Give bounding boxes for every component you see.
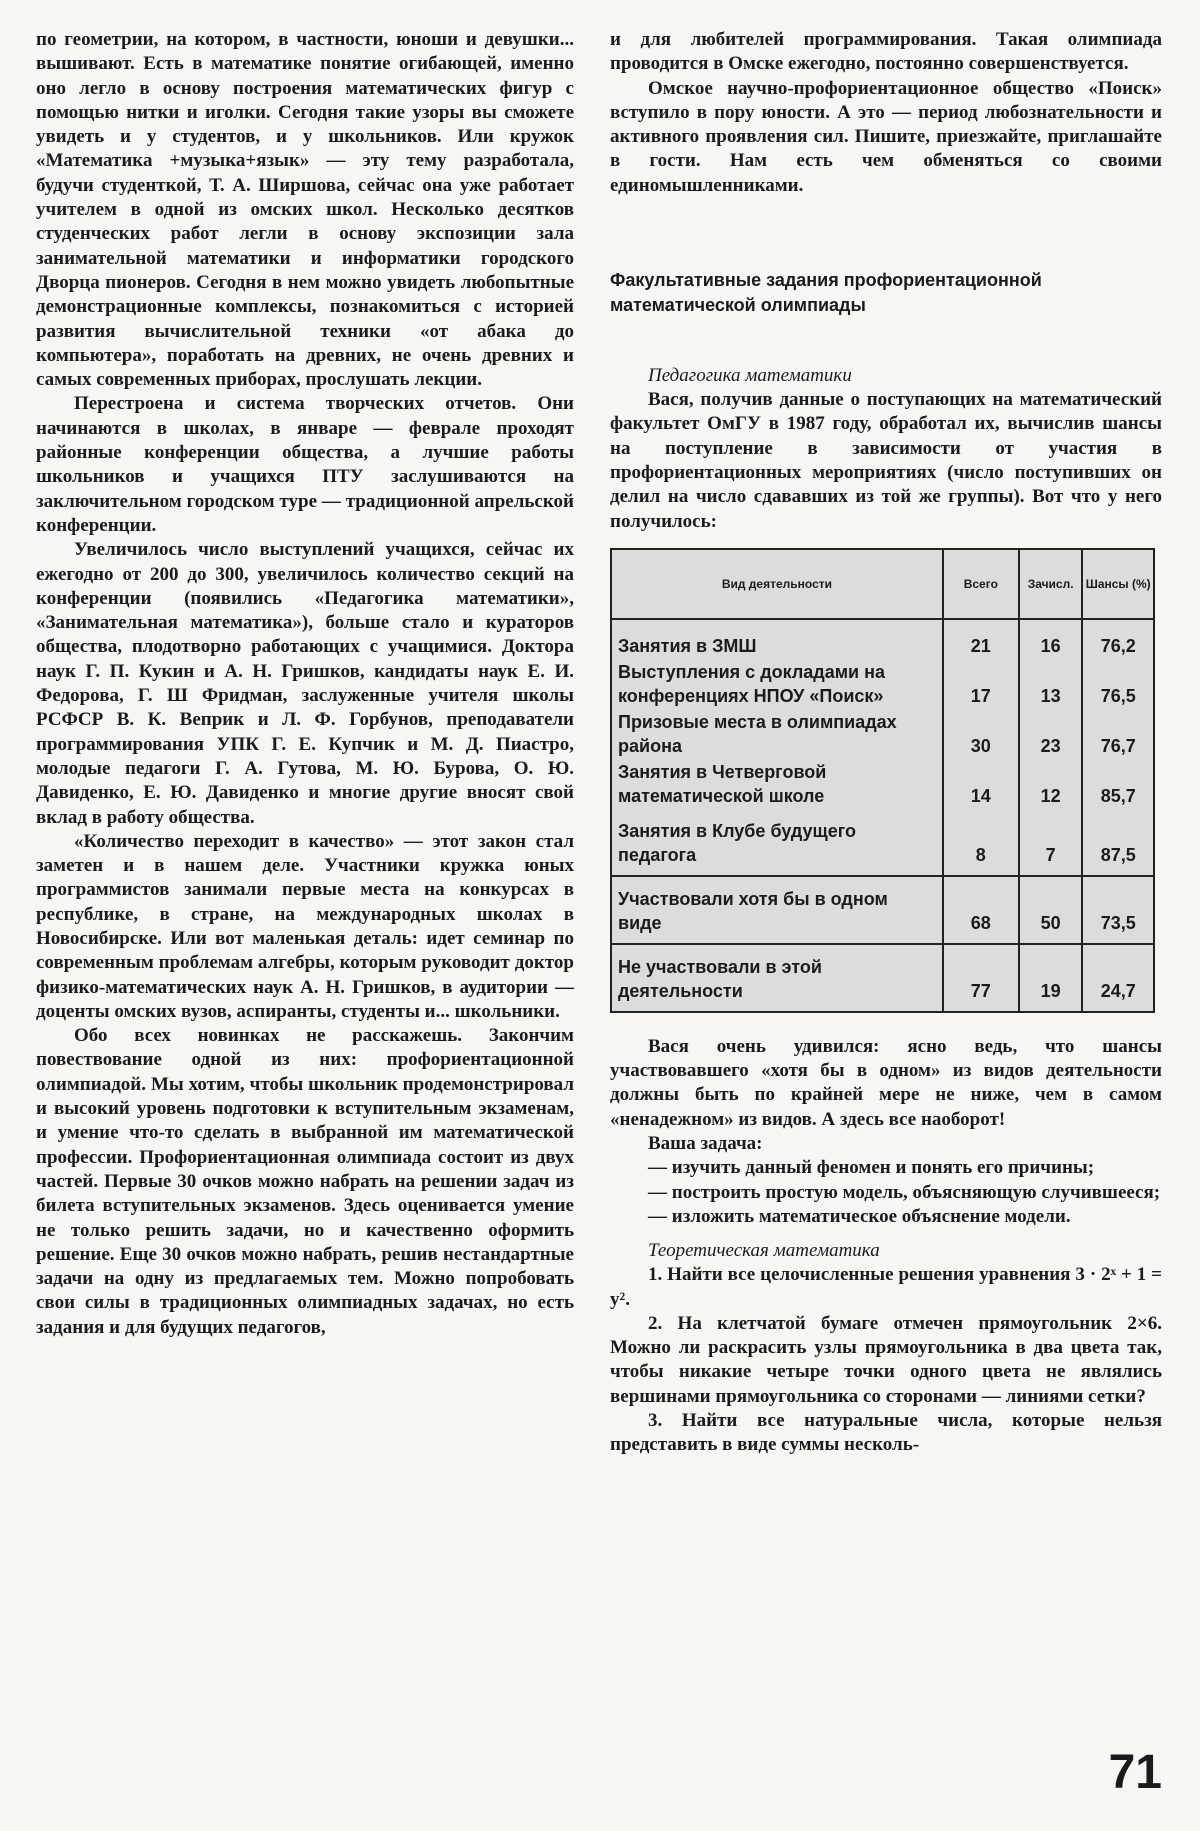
table-header-row <box>611 549 1154 619</box>
paragraph: Вася очень удивился: ясно ведь, что шансы участвовавшего «хотя бы в одном» из видов деятельности должны быть по крайней мере не ниже, чем в самом «ненадежном» из видов. А здесь все наоборот! <box>610 1035 1162 1130</box>
problem-1-text: 1. Найти все целочисленные решения уравнения <box>648 1264 1071 1286</box>
table-row <box>611 619 1154 659</box>
cell-activity: Занятия в Клубе будущего педагога <box>611 809 943 876</box>
cell-activity: Призовые места в олимпиадах района <box>611 709 943 759</box>
problem-1-formula: 3 · 2ˣ + 1 = y². <box>610 1264 1162 1310</box>
cell-chance: 76,2 <box>1082 619 1154 659</box>
header-activity: Вид деятельности <box>611 549 943 619</box>
cell-activity: Занятия в ЗМШ <box>611 619 943 659</box>
paragraph: — изложить математическое объяснение модели. <box>648 1205 1071 1227</box>
table-row <box>611 709 1154 759</box>
cell-enrolled: 13 <box>1019 659 1083 709</box>
table-row <box>611 809 1154 876</box>
table-row <box>611 876 1154 944</box>
paragraph: Обо всех новинках не расскажешь. Закончим повествование одной из них: профориентационной олимпиадой. Мы хотим, чтобы школьник продемонстрировал и высокий уровень подготовки к вступительным экзаменам, и умение что-то сделать в выбранной им математической профессии. Профориентационная олимпиада состоит из двух частей. Первые 30 очков можно набрать на решении задач из билета вступительных экзаменов. Здесь оценивается умение не только решить задачи, но и качественно оформить решение. Еще 30 очков можно набрать, решив нестандартные задачи на одну из предлагаемых тем. Можно попробовать свои силы в традиционных олимпиадных задачах, но есть задания и для будущих педагогов, <box>36 1025 574 1338</box>
cell-activity: Не участвовали в этой деятельности <box>611 944 943 1012</box>
cell-enrolled: 12 <box>1019 759 1083 809</box>
problem-2: 2. На клетчатой бумаге отмечен прямоугольник 2×6. Можно ли раскрасить узлы прямоугольника в два цвета так, чтобы никакие четыре точки одного цвета не являлись вершинами прямоугольника со сторонами — линиями сетки? <box>610 1312 1162 1407</box>
header-total: Всего <box>943 549 1019 619</box>
cell-chance: 24,7 <box>1082 944 1154 1012</box>
cell-total: 17 <box>943 659 1019 709</box>
cell-total: 30 <box>943 709 1019 759</box>
paragraph: Ваша задача: <box>648 1133 763 1155</box>
cell-total: 77 <box>943 944 1019 1012</box>
cell-chance: 73,5 <box>1082 876 1154 944</box>
right-column <box>610 28 1162 1458</box>
page-number: 71 <box>1108 1746 1162 1799</box>
cell-chance: 76,7 <box>1082 709 1154 759</box>
header-chance: Шансы (%) <box>1082 549 1154 619</box>
cell-activity: Выступления с докладами на конференциях НПОУ «Поиск» <box>611 659 943 709</box>
section-heading: Факультативные задания профориентационной математической олимпиады <box>610 270 1042 316</box>
left-column <box>36 28 574 1340</box>
cell-enrolled: 16 <box>1019 619 1083 659</box>
paragraph: и для любителей программирования. Такая олимпиада проводится в Омске ежегодно, постоянно совершенствуется. <box>610 29 1162 75</box>
subsection-title: Теоретическая математика <box>648 1240 880 1262</box>
cell-chance: 87,5 <box>1082 809 1154 876</box>
cell-enrolled: 50 <box>1019 876 1083 944</box>
problem-3: 3. Найти все натуральные числа, которые нельзя представить в виде суммы несколь- <box>610 1410 1162 1456</box>
cell-total: 8 <box>943 809 1019 876</box>
paragraph: Вася, получив данные о поступающих на математический факультет ОмГУ в 1987 году, обработал их, вычислив шансы на поступление в зависимости от участия в профориентационных мероприятиях (число поступивших он делил на число сдававших из той же группы). Вот что у него получилось: <box>610 389 1162 532</box>
cell-enrolled: 7 <box>1019 809 1083 876</box>
header-enrolled: Зачисл. <box>1019 549 1083 619</box>
subsection-title: Педагогика математики <box>648 365 852 387</box>
cell-chance: 76,5 <box>1082 659 1154 709</box>
cell-enrolled: 23 <box>1019 709 1083 759</box>
table-row <box>611 944 1154 1012</box>
paragraph: «Количество переходит в качество» — этот закон стал заметен и в нашем деле. Участники кружка юных программистов занимали первые места на конкурсах в республике, в стране, на международных школах в Новосибирске. Или вот маленькая деталь: идет семинар по современным проблемам алгебры, которым руководит доктор физико-математических наук А. Н. Гришков, в аудитории — доценты омских вузов, аспиранты, студенты и... школьники. <box>36 830 574 1022</box>
statistics-table <box>610 548 1155 1013</box>
cell-activity: Участвовали хотя бы в одном виде <box>611 876 943 944</box>
cell-activity: Занятия в Четверговой математической школе <box>611 759 943 809</box>
cell-chance: 85,7 <box>1082 759 1154 809</box>
cell-enrolled: 19 <box>1019 944 1083 1012</box>
cell-total: 14 <box>943 759 1019 809</box>
paragraph: по геометрии, на котором, в частности, юноши и девушки... вышивают. Есть в математике понятие огибающей, именно оно легло в основу построения математических фигур с помощью нитки и иголки. Сегодня такие узоры вы сможете увидеть и у студентов, и у школьников. Или кружок «Математика +музыка+язык» — эту тему разработала, будучи студенткой, Т. А. Ширшова, сейчас она уже работает учителем в одной из омских школ. Несколько десятков студенческих работ легли в основу экспозиции зала занимательной математики и информатики городского Дворца пионеров. Сегодня в нем можно увидеть любопытные демонстрационные комплексы, познакомиться с историей развития вычислительной техники «от абака до компьютера», поработать на древних, не очень древних и самых современных приборах, прослушать лекции. <box>36 29 574 391</box>
paragraph: Омское научно-профориентационное общество «Поиск» вступило в пору юности. А это — период любознательности и активного проявления сил. Пишите, приезжайте, приглашайте в гости. Нам есть чем обменяться со своими единомышленниками. <box>610 77 1162 196</box>
paragraph: — построить простую модель, объясняющую случившееся; <box>648 1181 1161 1203</box>
paragraph: — изучить данный феномен и понять его причины; <box>648 1157 1095 1179</box>
problem-1 <box>610 1263 1162 1312</box>
table-row <box>611 659 1154 709</box>
paragraph: Перестроена и система творческих отчетов. Они начинаются в школах, в январе — феврале проходят районные конференции общества, а лучшие работы школьников и учащихся ПТУ заслушиваются на заключительном городском туре — традиционной апрельской конференции. <box>36 393 574 536</box>
cell-total: 21 <box>943 619 1019 659</box>
table-row <box>611 759 1154 809</box>
paragraph: Увеличилось число выступлений учащихся, сейчас их ежегодно от 200 до 300, увеличилось количество секций на конференции (появились «Педагогика математики», «Занимательная математика»), больше стало и кураторов общества, плодотворно работающих с учащимися. Доктора наук Г. П. Кукин и А. Н. Гришков, кандидаты наук Е. И. Федорова, Г. Ш Фридман, заслуженные учителя школы РСФСР В. К. Веприк и Л. Ф. Горбунов, преподаватели программирования УПК Г. Е. Купчик и М. Д. Пиастро, молодые педагоги Г. А. Гутова, М. Ю. Бурова, О. Ю. Давиденко, Е. Ю. Давиденко и многие другие вносят свой вклад в работу общества. <box>36 539 574 828</box>
cell-total: 68 <box>943 876 1019 944</box>
